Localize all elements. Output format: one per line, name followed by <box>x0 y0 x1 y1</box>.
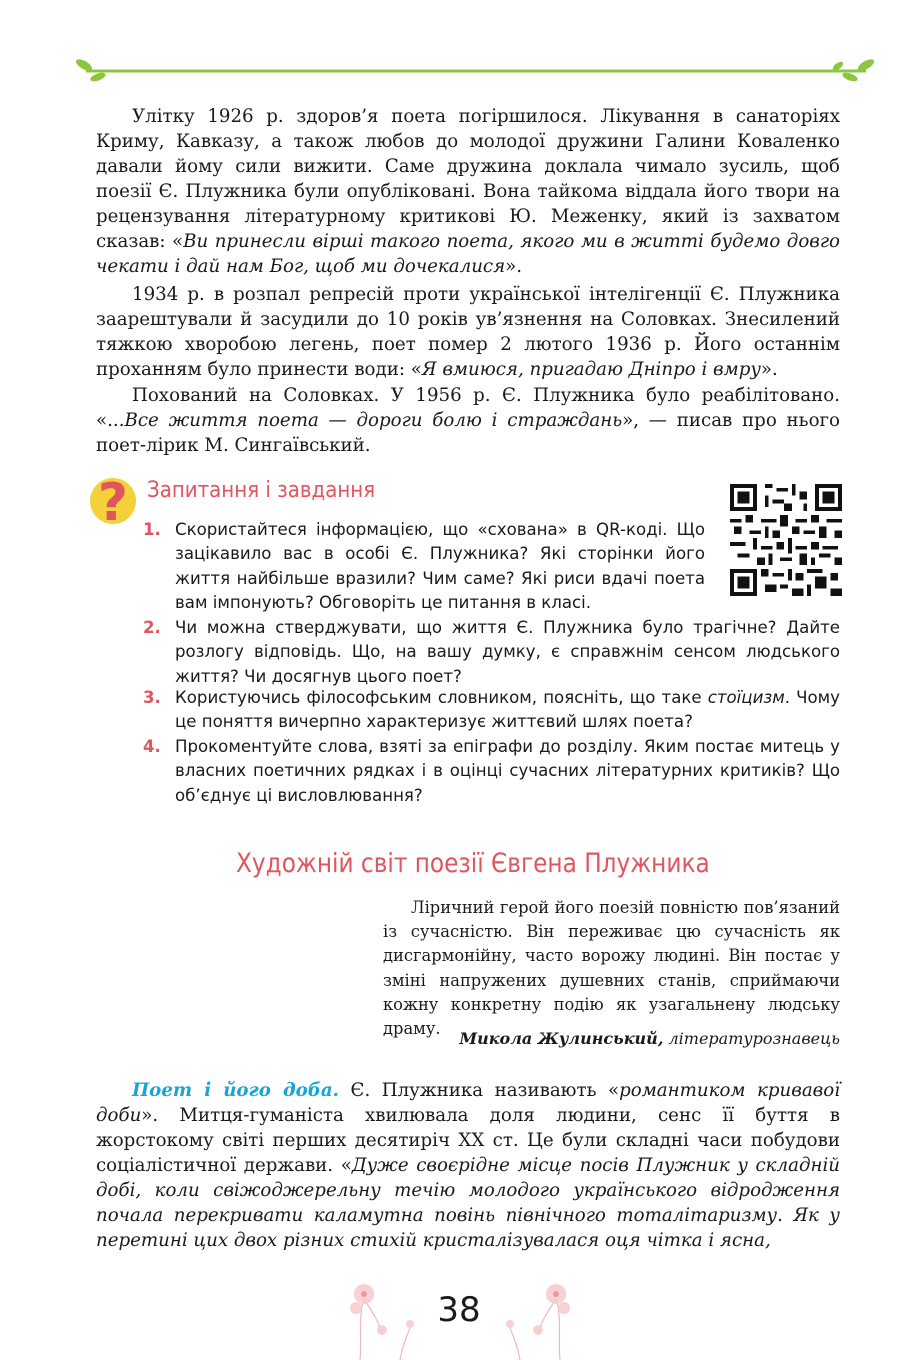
epigraph-author: Микола Жулинський, літературознавець <box>459 1029 840 1048</box>
paragraph-lead: Поет і його доба. <box>132 1080 340 1101</box>
task-item-1 <box>143 518 705 616</box>
svg-text:?: ? <box>97 473 129 526</box>
task-number: 1. <box>143 520 161 539</box>
task-item-2 <box>143 616 840 690</box>
paragraph-poet-era: Поет і його доба. Є. Плужника називають «романтиком кривавої доби». Митця-гуманіста хвилювала доля людини, сенс її буття в жорстокому світі перших десятиріч ХХ ст. Це були складні часи побудови соціалістичної держави. «Дуже своєрідне місце посів Плужник у складній добі, коли свіжоджерельну течію молодого українського відродження почала перекривати каламутна повінь північного тоталітаризму. Як у перетині цих двох різних стихій кристалізувалася оця чітка і ясна, <box>96 1080 841 1251</box>
page-number: 38 <box>437 1290 481 1330</box>
paragraph-burial: Похований на Соловках. У 1956 р. Є. Плужника було реабілітовано. «...Все життя поета — дороги болю і страждань», — писав про нього поет-лірик М. Сингаївський. <box>96 385 840 456</box>
epigraph: Ліричний герой його поезій повністю пов’язаний із сучасністю. Він переживає цю сучасність як дисгармонійну, часто ворожу людині. Він постає у зміні напружених душевних станів, сприймаючи кожну конкретну подію як узагальнену людську драму. <box>383 898 840 1039</box>
section-title: Художній світ поезії Євгена Плужника <box>236 848 710 879</box>
task-text: Скористайтеся інформацією, що «схована» в QR-коді. Що зацікавило вас в особі Є. Плужника? Які сторінки його життя найбільше вразили? Чим саме? Які риси вдачі поета вам імпонують? Обговоріть це питання в класі. <box>175 520 705 613</box>
paragraph-arrest: 1934 р. в розпал репресій проти української інтелігенції Є. Плужника заарештували й засудили до 10 років ув’язнення на Соловках. Знесилений тяжкою хворобою легень, поет помер 2 лютого 1936 р. Його останнім проханням було принести води: «Я вмиюся, пригадаю Дніпро і вмру». <box>96 284 840 380</box>
qr-code-icon[interactable] <box>730 484 842 596</box>
task-text: Чи можна стверджувати, що життя Є. Плужника було трагічне? Дайте розлогу відповідь. Що, на вашу думку, є справжнім сенсом людського життя? Чи досягнув цього поет? <box>175 618 840 686</box>
question-mark-icon <box>88 470 138 526</box>
task-text: Користуючись філософським словником, поясніть, що таке стоїцизм. Чому це поняття вичерпно характеризує життєвий шлях поета? <box>175 688 840 732</box>
task-item-4 <box>143 735 840 809</box>
paragraph-health: Улітку 1926 р. здоров’я поета погіршилося. Лікування в санаторіях Криму, Кавказу, а також любов до молодої дружини Галини Коваленко давали йому сили вижити. Саме дружина доклала чимало зусиль, щоб поезії Є. Плужника були опубліковані. Вона тайкома віддала його твори на рецензування літературному критикові Ю. Меженку, який із захватом сказав: «Ви принесли вірші такого поета, якого ми в житті будемо довго чекати і дай нам Бог, щоб ми дочекалися». <box>96 106 841 277</box>
task-text: Прокоментуйте слова, взяті за епіграфи до розділу. Яким постає митець у власних поетичних рядках і в оцінці сучасних літературних критиків? Що об’єднує ці висловлювання? <box>175 737 840 805</box>
task-number: 3. <box>143 688 161 707</box>
questions-title: Запитання і завдання <box>147 478 376 503</box>
task-number: 2. <box>143 618 161 637</box>
task-number: 4. <box>143 737 161 756</box>
task-item-3 <box>143 686 840 736</box>
vine-ornament-icon <box>76 56 876 86</box>
